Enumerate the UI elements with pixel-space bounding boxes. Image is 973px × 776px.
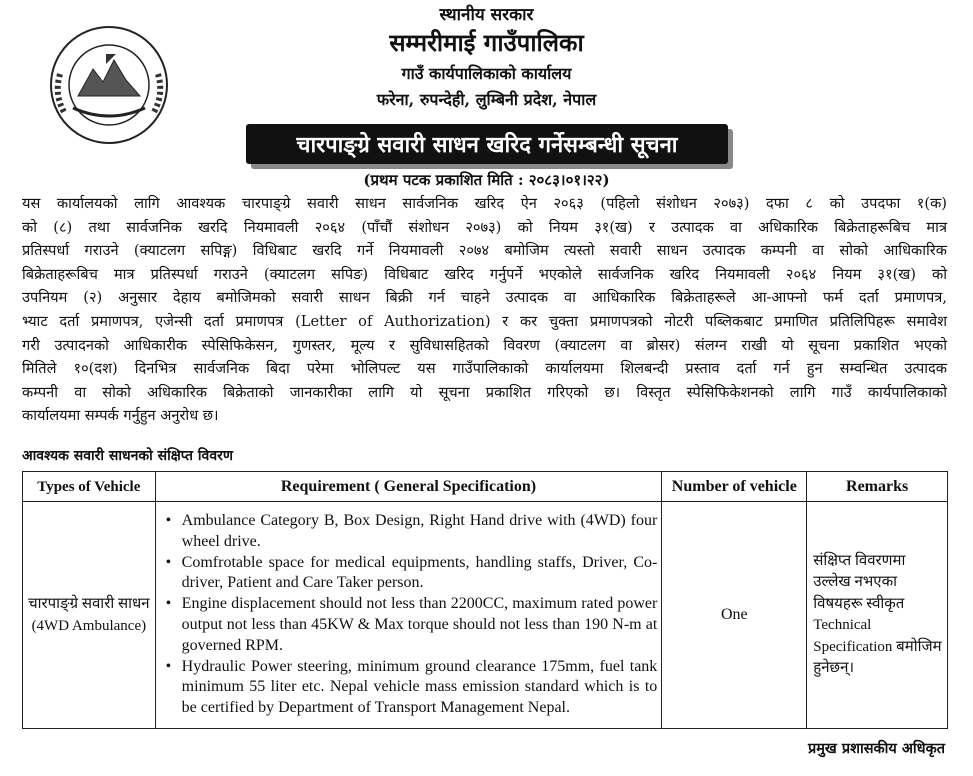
publication-date: (प्रथम पटक प्रकाशित मिति : २०८३।०१।२२)	[363, 171, 610, 189]
requirement-cell	[155, 502, 662, 729]
notice-body-line: उपनियम (२) अनुसार देहाय बमोजिमको सवारी साधन बिक्री गर्न चाहने उत्पादक वा आधिकारिक बिक्रेताहरूले आ-आफ्नो फर्म दर्ता प्रमाणपत्र,	[22, 289, 947, 307]
vehicle-type-cell: चारपाङ्ग्रे सवारी साधन (4WD Ambulance)	[23, 502, 156, 729]
signatory-title: प्रमुख प्रशासकीय अधिकृत	[808, 740, 945, 757]
notice-title: चारपाङ्ग्रे सवारी साधन खरिद गर्नेसम्बन्धी सूचना	[246, 124, 728, 164]
notice-body-line: कम्पनी वा सोको अधिकारिक बिक्रेताको जानकारीका लागि यो सूचना प्रकाशित गरिएको छ। विस्तृत स्पेसिफिकेशनको लागि गाउँ कार्यपालिकाको	[22, 383, 947, 401]
notice-body-line: कार्यालयमा सम्पर्क गर्नुहुन अनुरोध छ।	[22, 407, 219, 425]
requirement-item: • Ambulance Category B, Box Design, Right Hand drive with (4WD) four wheel drive.	[182, 511, 658, 553]
vehicle-count-cell: One	[662, 502, 807, 729]
table-header-row	[23, 472, 948, 502]
col-header-remarks: Remarks	[807, 472, 948, 502]
table-row	[23, 502, 948, 729]
notice-body-line: भ्याट दर्ता प्रमाणपत्र, एजेन्सी दर्ता प्रमाणपत्र (Letter of Authorization) र कर चुक्ता प्रमाणपत्रको नोटरी पब्लिकबाट प्रमाणित प्रतिलिपिहरू समावेश	[22, 312, 947, 330]
header-line-local-government: स्थानीय सरकार	[439, 5, 534, 25]
col-header-number: Number of vehicle	[662, 472, 807, 502]
requirement-item: • Hydraulic Power steering, minimum ground clearance 175mm, fuel tank minimum 55 liter etc. Nepal vehicle mass emission standard which is to be certified by Department of Transport Management Nepal.	[182, 657, 658, 719]
requirement-list	[162, 511, 658, 719]
municipality-name: सम्मरीमाई गाउँपालिका	[389, 28, 584, 57]
requirement-item: • Engine displacement should not less than 2200CC, maximum rated power output not less than 45KW & Max torque should not less than 190 N-m at governed RPM.	[182, 594, 658, 656]
col-header-requirement: Requirement ( General Specification)	[155, 472, 662, 502]
vehicle-spec-table	[22, 471, 948, 729]
col-header-type: Types of Vehicle	[23, 472, 156, 502]
notice-body-line: मितिले १०(दश) दिनभित्र सार्वजनिक बिदा परेमा भोलिपल्ट यस गाउँपालिकाको कार्यालयमा शिलबन्दी प्रस्ताव दर्ता गर्न हुन सम्वन्धित उत्पादक	[22, 360, 947, 378]
notice-body	[22, 192, 947, 428]
notice-body-line: प्रतिस्पर्धा गराउने (क्याटलग सपिङ्ग) विधिबाट खरदि गर्ने नियमावली २०७४ बमोजिम त्यस्तो सवारी साधन उत्पादक कम्पनी वा सोको आधिकारिक	[22, 242, 947, 260]
notice-body-line: को (८) तथा सार्वजनिक खरदि नियमावली २०६४ (पाँचौं संशोधन २०७३) को नियम ३१(ख) र उत्पादक वा अधिकारिक बिक्रेताहरूबिच मात्र	[22, 218, 947, 236]
requirement-item: • Comfrotable space for medical equipments, handling staffs, Driver, Co-driver, Patient and Care Taker person.	[182, 553, 658, 595]
letterhead	[0, 0, 973, 140]
office-name: गाउँ कार्यपालिकाको कार्यालय	[401, 64, 572, 83]
office-address: फरेना, रुपन्देही, लुम्बिनी प्रदेश, नेपाल	[376, 90, 597, 109]
notice-body-line: बिक्रेताहरूबिच मात्र प्रतिस्पर्धा गराउने (क्याटलग सपिङ) विधिबाट खरिद गर्नुपर्ने भएकोले सार्वजनिक खरिद नियमावली २०६४ नियम ३१(ख) को	[22, 265, 947, 283]
notice-body-line: यस कार्यालयको लागि आवश्यक चारपाङ्ग्रे सवारी साधन सार्वजनिक खरिद ऐन २०६३ (पहिलो संशोधन २०७३) दफा ८ को उपदफा १(क)	[22, 195, 947, 212]
remarks-cell: संक्षिप्त विवरणमा उल्लेख नभएका विषयहरू स्वीकृत Technical Specification बमोजिम हुनेछन्।	[807, 502, 948, 729]
notice-body-line: गरी उत्पादनको आधिकारीक स्पेसिफिकेसन, गुणस्तर, मूल्य र सुविधासहितको विवरण (क्याटलग वा ब्रोसर) संलग्न राखी यो सूचना प्रकाशित भएको	[22, 336, 947, 354]
table-heading: आवश्यक सवारी साधनको संक्षिप्त विवरण	[22, 448, 233, 464]
